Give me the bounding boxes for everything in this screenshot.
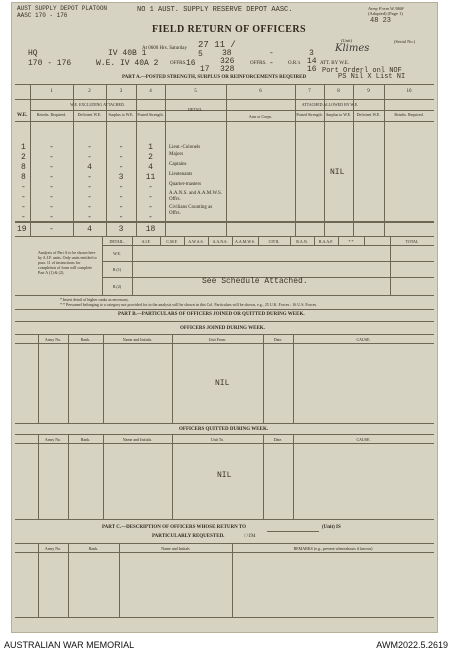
- offrs-label: OFFRS.: [170, 61, 187, 66]
- offrs-b: 16: [186, 59, 196, 68]
- part-c-title: PART C.—DESCRIPTION OF OFFICERS WHOSE RETURN TO: [102, 525, 247, 530]
- quitted-col-cause: CAUSE.: [356, 437, 371, 442]
- rule: [15, 343, 434, 344]
- total-deficient: 4: [87, 225, 92, 234]
- rule: [15, 121, 434, 122]
- rule: [293, 334, 294, 423]
- rule: [68, 434, 69, 519]
- iv-line: IV 40B 1: [108, 49, 147, 58]
- num-38: 38: [222, 49, 232, 58]
- rule: [263, 334, 264, 423]
- joined-col-date: Date.: [273, 337, 283, 342]
- h-reinfs2: Reinfts. Required.: [394, 112, 424, 117]
- surplus-values: - - - 3 - - - -: [118, 143, 124, 222]
- rule: [30, 110, 434, 111]
- rule: [38, 334, 39, 423]
- form-title: FIELD RETURN OF OFFICERS: [152, 24, 306, 35]
- an-col-other: * *: [348, 239, 354, 244]
- col-num: 9: [367, 89, 370, 94]
- h-surplus2: Surplus to W.E.: [325, 112, 352, 117]
- rule: [38, 543, 39, 617]
- detail-civilians: Civilians Counting as Offrs.: [169, 205, 213, 216]
- or-label: O.R.'s: [288, 61, 301, 66]
- rule: [103, 334, 104, 423]
- col-num: 5: [194, 89, 197, 94]
- detail-captains: Captains: [169, 162, 187, 167]
- see-schedule: See Schedule Attached.: [202, 277, 308, 286]
- an-col-ran: R.A.N.: [296, 239, 308, 244]
- rule: [103, 434, 104, 519]
- serial-no-label: (Serial No.): [394, 39, 416, 44]
- posted-values: 1 2 4 11 - - - -: [145, 143, 156, 222]
- an-row-r2: R.(2): [112, 284, 122, 289]
- an-col-aif: A.I.F.: [141, 239, 151, 244]
- dash-a: -: [269, 49, 274, 58]
- footnote-2: * * Personnel belonging to a category not provided for in the analysis will be shown in this Col. Particulars will be shown, e.g., 25 U.K. Forces : 16 U.S. Forces.: [60, 302, 318, 307]
- rule: [15, 552, 434, 553]
- quitted-col-date: Date.: [273, 437, 283, 442]
- col-num: 3: [119, 89, 123, 94]
- total-we: 19: [17, 225, 27, 234]
- rule: [232, 543, 233, 617]
- archive-name: AUSTRALIAN WAR MEMORIAL: [4, 640, 135, 650]
- h-deficient: Deficient W.E.: [77, 112, 102, 117]
- rule: [15, 295, 434, 296]
- unit-label: (Unit): [341, 38, 352, 43]
- unit-typed-left: AUST SUPPLY DEPOT PLATOON: [17, 5, 108, 12]
- att-nil: NIL: [330, 168, 345, 177]
- col-num: 7: [308, 89, 311, 94]
- offrs2-label: OFFRS.: [250, 61, 267, 66]
- rule: [15, 334, 434, 335]
- date-typed: 27 11 /: [198, 40, 236, 50]
- archive-reference: AWM2022.5.2619: [376, 640, 448, 650]
- rule: [132, 236, 133, 295]
- rule: [15, 236, 434, 237]
- rule: [15, 321, 434, 322]
- part-a-typed: PS Nil X List NI: [338, 73, 406, 81]
- num-16: 16: [307, 65, 317, 74]
- quitted-col-rank: Rank.: [80, 437, 91, 442]
- we-values: 1 2 8 8 - - - -: [21, 143, 26, 222]
- h-arm: Arm or Corps.: [248, 114, 273, 119]
- quitted-col-armyno: Army No.: [44, 437, 62, 442]
- an-row-r1: R.(1): [112, 267, 122, 272]
- total-reinfs: -: [49, 225, 54, 234]
- an-row-we: W.E.: [113, 251, 121, 256]
- an-col-cmf: C.M.F.: [166, 239, 178, 244]
- rule: [102, 245, 434, 246]
- an-col-civil: CIVIL: [268, 239, 280, 244]
- rule: [390, 236, 391, 295]
- detail-aans: A.A.N.S. and A.A.M.W.S. Offrs.: [169, 191, 223, 202]
- row1-left-2: 170 - 176: [28, 59, 72, 68]
- joined-nil: NIL: [215, 379, 230, 388]
- num-326: 326: [220, 57, 235, 66]
- part-b-title: PART B.—PARTICULARS OF OFFICERS JOINED OR QUITTED DURING WEEK.: [118, 312, 305, 317]
- rule: [15, 84, 434, 85]
- col-num: 2: [88, 89, 91, 94]
- offrs-a: 5: [198, 50, 203, 59]
- h-deficient2: Deficient W.E.: [356, 112, 381, 117]
- joined-col-unit: Unit From.: [208, 337, 227, 342]
- rule: [15, 99, 434, 100]
- c-col-rank: Rank.: [88, 546, 99, 551]
- an-col-aamws: A.A.M.W.S.: [235, 239, 255, 244]
- joined-col-rank: Rank.: [80, 337, 91, 342]
- deficient-values: - - 4 - - - - -: [87, 143, 92, 222]
- detail-label: DETAIL.: [187, 107, 204, 112]
- dash-b: -: [269, 59, 274, 68]
- an-col-total: TOTAL: [405, 239, 419, 244]
- quitted-col-unit: Unit To.: [210, 437, 225, 442]
- h-reinfs: Reinfts. Required.: [36, 112, 67, 117]
- part-a-title: PART A.—POSTED STRENGTH, SURPLUS OR REINFORCEMENTS REQUIRED: [122, 75, 307, 80]
- an-col-aans: A.A.N.S.: [212, 239, 228, 244]
- part-c-unit-is: (Unit) IS: [322, 525, 341, 530]
- att-allowed-label: ATTACHED ALLOWED BY W.E.: [301, 102, 359, 107]
- wev-line: W.E. IV 40A 2: [96, 59, 159, 68]
- an-col-awas: A.W.A.S.: [188, 239, 204, 244]
- num-14: 14: [307, 57, 317, 66]
- rule: [15, 443, 434, 444]
- field-return-form: [11, 2, 438, 633]
- col-num: 10: [406, 89, 412, 94]
- quitted-nil: NIL: [217, 471, 232, 480]
- total-surplus: 3: [118, 225, 124, 234]
- col-num: 6: [259, 89, 262, 94]
- detail-quartermasters: Quarter-masters: [169, 182, 202, 187]
- col-num: 8: [337, 89, 340, 94]
- we-label: W.E.: [17, 113, 28, 118]
- num-3: 3: [309, 49, 314, 58]
- analysis-note: Analysis of Part A to be shown here by A.I.F. units. Only units entitled to para. 11 of instructions for completion of form will complete Part A (1) & (2).: [38, 250, 97, 275]
- reinfs-values: - - - - - - - -: [49, 143, 54, 222]
- rule: [15, 434, 434, 435]
- port-line: Port Orderl onl NOF: [322, 67, 402, 75]
- an-col-detail: DETAIL.: [109, 239, 125, 244]
- c-col-remarks: REMARKS (e.g., present whereabouts if known): [293, 546, 373, 551]
- col-num: 4: [149, 89, 152, 94]
- footnote-1: * Insert detail of higher ranks as necessary.: [60, 297, 129, 302]
- army-form-label: Army Form W.3008: [368, 6, 404, 11]
- rule: [15, 543, 434, 544]
- joined-col-cause: CAUSE.: [356, 337, 371, 342]
- at-line: At 0600 Hrs. Saturday: [142, 46, 187, 51]
- joined-col-armyno: Army No.: [44, 337, 62, 342]
- c-col-armyno: Army No.: [44, 546, 62, 551]
- unit-typed-center: NO 1 AUST. SUPPLY RESERVE DEPOT AASC.: [137, 6, 293, 14]
- num-328: 328: [220, 65, 235, 74]
- quitted-col-name: Name and Initials.: [122, 437, 153, 442]
- col-num: 1: [50, 89, 53, 94]
- num-17: 17: [200, 65, 210, 74]
- rule: [38, 434, 39, 519]
- an-col-raaf: R.A.A.F.: [318, 239, 334, 244]
- rule: [15, 309, 434, 310]
- rule: [68, 334, 69, 423]
- att-by-we: ATT. BY W.E.: [320, 61, 350, 66]
- we-excl-label: W.E. EXCLUDING ATTACHED.: [70, 102, 125, 107]
- rule: [15, 519, 434, 520]
- adopted-label: (Adopted) (Page 1): [368, 11, 403, 16]
- quitted-title: OFFICERS QUITTED DURING WEEK.: [179, 427, 269, 432]
- h-posted: Posted Strength.: [137, 112, 164, 117]
- rule: [172, 434, 173, 519]
- rule: [68, 543, 69, 617]
- h-posted2: Posted Strength.: [296, 112, 323, 117]
- detail-lieutenants: Lieutenants: [169, 172, 193, 177]
- total-posted: 18: [145, 225, 156, 234]
- rule: [263, 434, 264, 519]
- rule: [119, 543, 120, 617]
- rule: [172, 334, 173, 423]
- signature: Klimes: [335, 43, 370, 54]
- h-surplus: Surplus to W.E.: [108, 112, 134, 117]
- rule: [15, 617, 434, 618]
- rule: [15, 423, 434, 424]
- rule: [364, 236, 365, 245]
- serial-typed: 48 23: [370, 17, 392, 25]
- detail-majors: Majors: [169, 152, 184, 157]
- c-col-name: Name and Initials: [161, 546, 190, 551]
- joined-col-name: Name and Initials.: [122, 337, 153, 342]
- rule: [293, 434, 294, 519]
- rule: [267, 531, 319, 532]
- unit-typed-left-2: AASC 170 - 176: [17, 12, 68, 19]
- detail-lieut-colonels: Lieut.-Colonels: [169, 145, 201, 150]
- joined-title: OFFICERS JOINED DURING WEEK.: [180, 326, 265, 331]
- archive-footer: [0, 638, 452, 653]
- row1-left: HQ: [28, 49, 38, 58]
- rule: [102, 261, 434, 262]
- part-c-particularly: PARTICULARLY REQUESTED.: [152, 534, 225, 539]
- part-c-date: / /194: [244, 534, 256, 539]
